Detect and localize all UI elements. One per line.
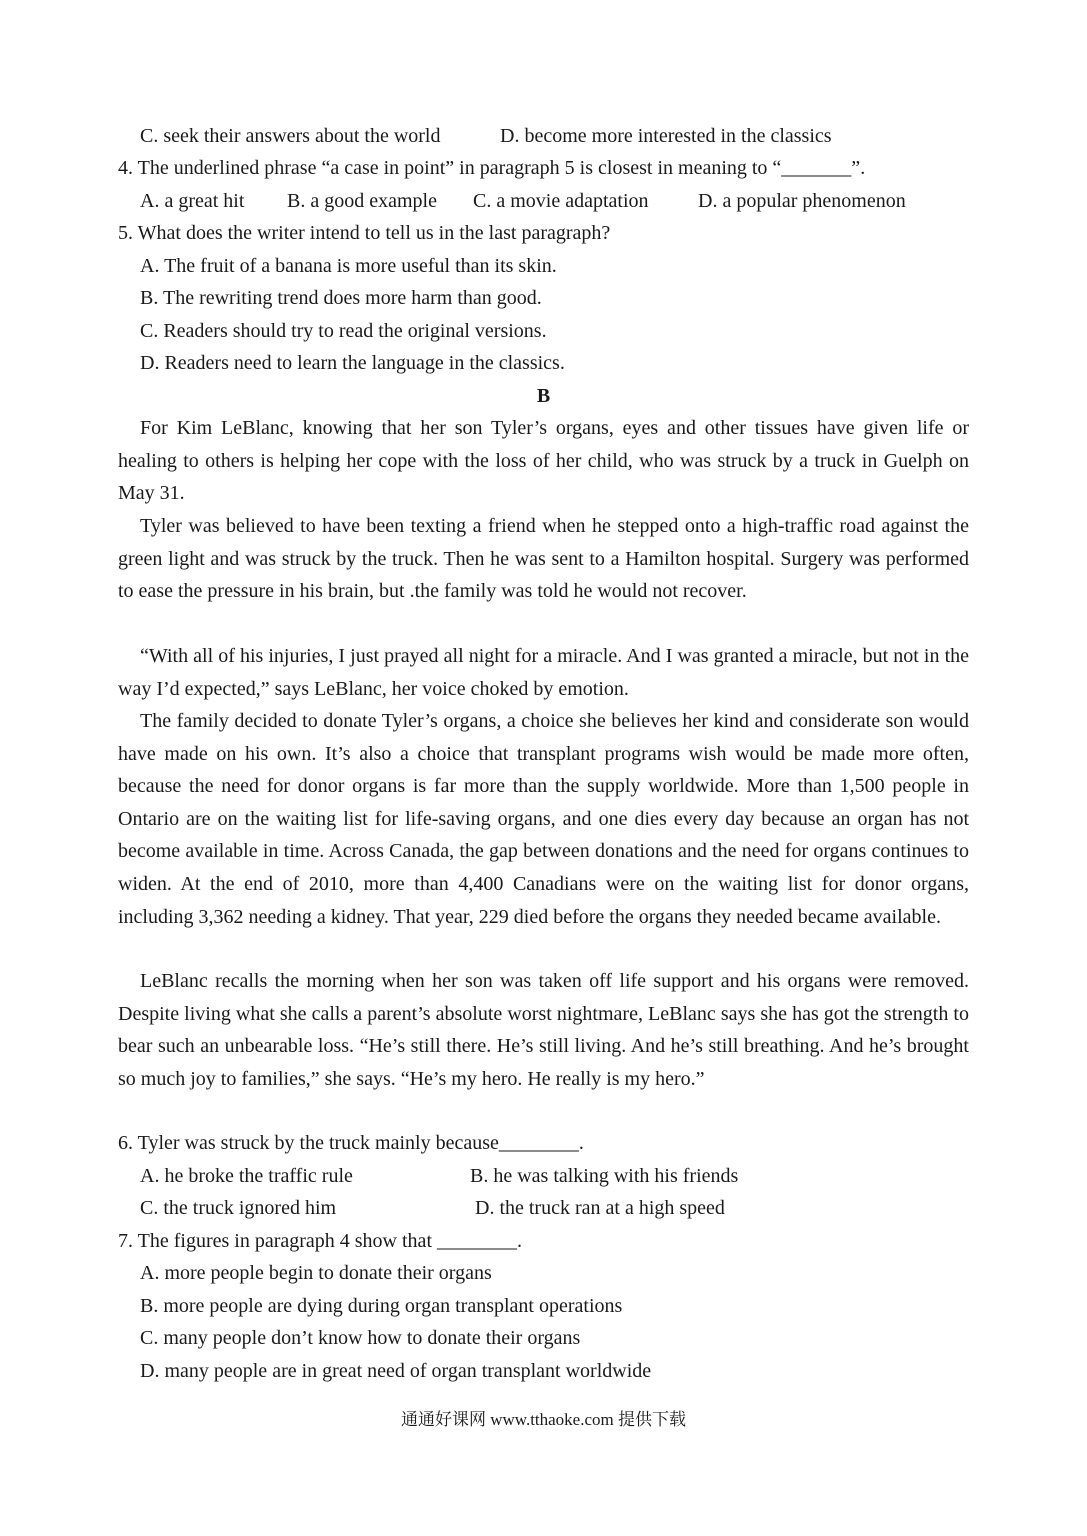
q4-option-b: B. a good example: [287, 190, 437, 212]
q4-option-d: D. a popular phenomenon: [698, 190, 906, 212]
q7-option-c: C. many people don’t know how to donate their organs: [140, 1327, 581, 1349]
q6-option-c: C. the truck ignored him: [140, 1197, 337, 1219]
passage-paragraph-1: For Kim LeBlanc, knowing that her son Tyler’s organs, eyes and other tissues have given life or healing to others is helping her cope with the loss of her child, who was struck by a truck in Guelph on May 31.: [118, 417, 969, 505]
q7-stem: 7. The figures in paragraph 4 show that ________.: [118, 1230, 522, 1252]
passage-paragraph-3: “With all of his injuries, I just prayed all night for a miracle. And I was granted a miracle, but not in the way I’d expected,” says LeBlanc, her voice choked by emotion.: [118, 645, 969, 700]
q4-option-c: C. a movie adaptation: [473, 190, 649, 212]
q5-option-d: D. Readers need to learn the language in the classics.: [140, 352, 565, 374]
q5-option-a: A. The fruit of a banana is more useful than its skin.: [140, 255, 557, 277]
q3-option-d: D. become more interested in the classics: [500, 125, 832, 147]
passage-paragraph-2: Tyler was believed to have been texting a friend when he stepped onto a high-traffic road against the green light and was struck by the truck. Then he was sent to a Hamilton hospital. Surgery was performed to ease the pressure in his brain, but .the family was told he would not recover.: [118, 515, 969, 603]
q3-option-c: C. seek their answers about the world: [140, 125, 441, 147]
q6-option-b: B. he was talking with his friends: [470, 1165, 739, 1187]
q5-stem: 5. What does the writer intend to tell us in the last paragraph?: [118, 222, 611, 244]
q7-option-b: B. more people are dying during organ transplant operations: [140, 1295, 623, 1317]
q6-option-d: D. the truck ran at a high speed: [475, 1197, 725, 1219]
q5-option-b: B. The rewriting trend does more harm than good.: [140, 287, 542, 309]
page-footer: 通通好课网 www.tthaoke.com 提供下载: [400, 1410, 687, 1429]
q5-option-c: C. Readers should try to read the original versions.: [140, 320, 547, 342]
passage-paragraph-4: The family decided to donate Tyler’s organs, a choice she believes her kind and considerate son would have made on his own. It’s also a choice that transplant programs wish would be made more often, because the need for donor organs is far more than the supply worldwide. More than 1,500 people in Ontario are on the waiting list for life-saving organs, and one dies every day because an organ has not become available in time. Across Canada, the gap between donations and the need for organs continues to widen. At the end of 2010, more than 4,400 Canadians were on the waiting list for donor organs, including 3,362 needing a kidney. That year, 229 died before the organs they needed became available.: [118, 710, 969, 928]
q6-option-a: A. he broke the traffic rule: [140, 1165, 353, 1187]
q7-option-d: D. many people are in great need of organ transplant worldwide: [140, 1360, 652, 1382]
section-heading: B: [536, 385, 551, 407]
q4-stem: 4. The underlined phrase “a case in point” in paragraph 5 is closest in meaning to “_______”.: [118, 157, 866, 179]
passage-paragraph-5: LeBlanc recalls the morning when her son was taken off life support and his organs were removed. Despite living what she calls a parent’s absolute worst nightmare, LeBlanc says she has got the strength to bear such an unbearable loss. “He’s still there. He’s still living. And he’s still breathing. And he’s brought so much joy to families,” she says. “He’s my hero. He really is my hero.”: [118, 970, 969, 1090]
q7-option-a: A. more people begin to donate their organs: [140, 1262, 492, 1284]
q4-option-a: A. a great hit: [140, 190, 245, 212]
q6-stem: 6. Tyler was struck by the truck mainly because________.: [118, 1132, 584, 1154]
